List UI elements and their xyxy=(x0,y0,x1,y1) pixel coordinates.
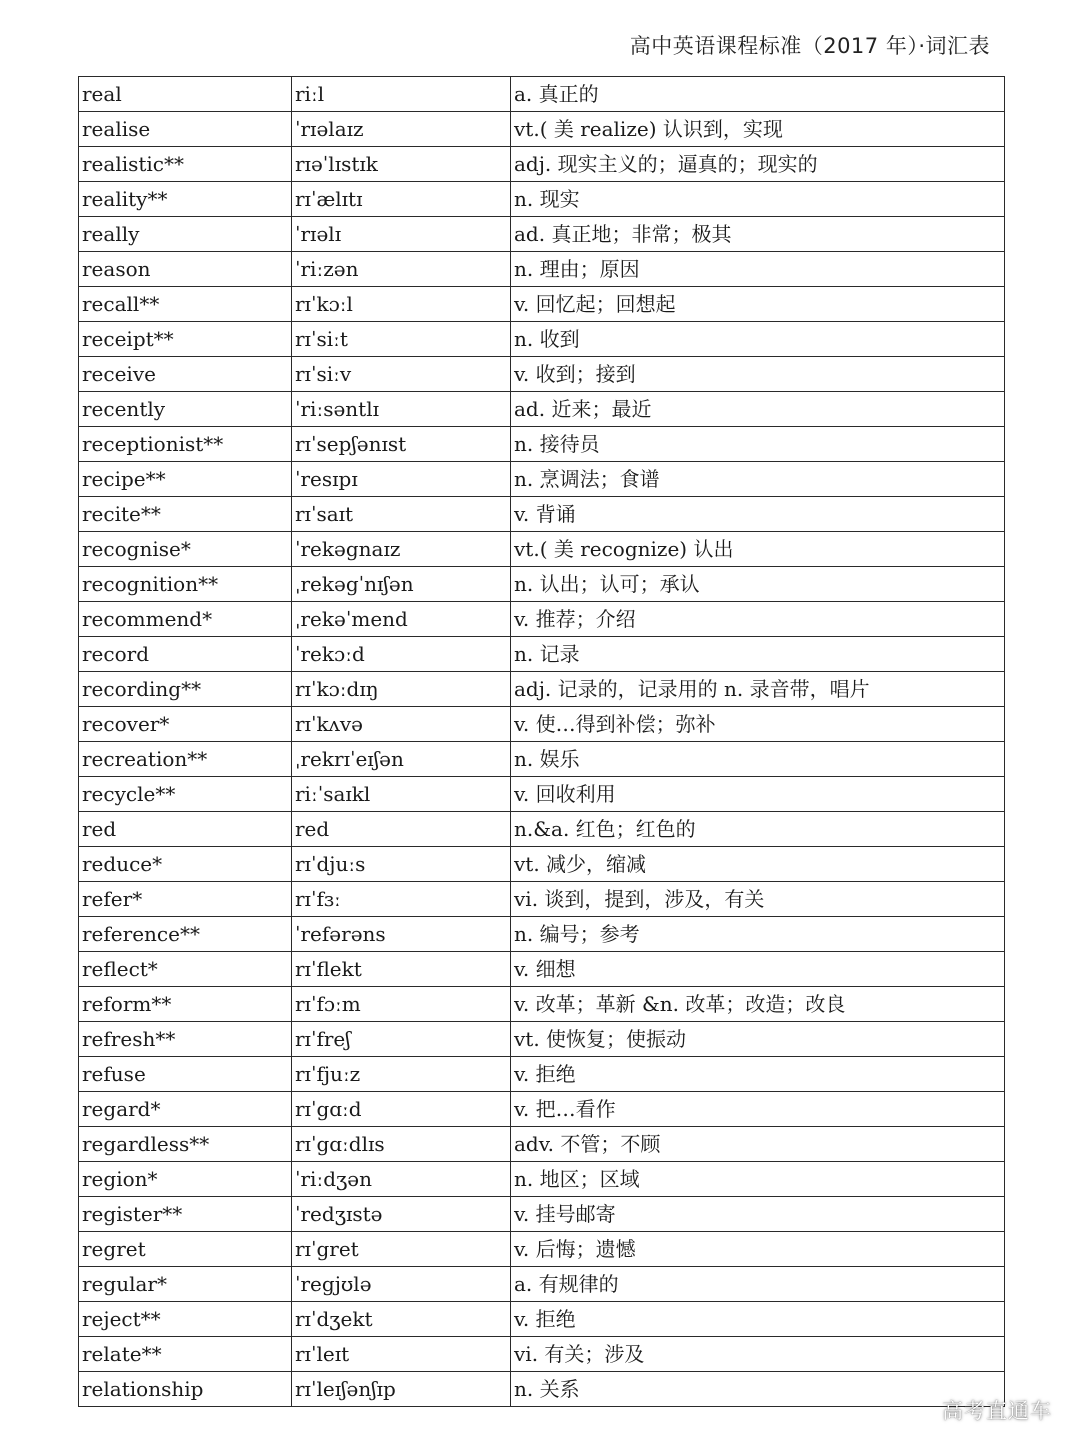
phonetic-cell: rɪˈdʒekt xyxy=(292,1302,511,1337)
table-row xyxy=(79,1232,1005,1267)
phonetic-cell: ˌrekəgˈnɪʃən xyxy=(292,567,511,602)
word-cell: reduce* xyxy=(79,847,292,882)
table-row xyxy=(79,392,1005,427)
definition-cell: v. 回收利用 xyxy=(511,777,1005,812)
table-row xyxy=(79,182,1005,217)
table-row xyxy=(79,602,1005,637)
definition-cell: n. 记录 xyxy=(511,637,1005,672)
word-cell: regular* xyxy=(79,1267,292,1302)
table-row xyxy=(79,322,1005,357)
table-row xyxy=(79,917,1005,952)
table-row xyxy=(79,1057,1005,1092)
table-row xyxy=(79,357,1005,392)
definition-cell: v. 推荐；介绍 xyxy=(511,602,1005,637)
phonetic-cell: rɪˈfɜː xyxy=(292,882,511,917)
phonetic-cell: rɪˈgret xyxy=(292,1232,511,1267)
table-row xyxy=(79,252,1005,287)
word-cell: refuse xyxy=(79,1057,292,1092)
table-row xyxy=(79,952,1005,987)
phonetic-cell: rɪˈfɔːm xyxy=(292,987,511,1022)
definition-cell: a. 真正的 xyxy=(511,77,1005,112)
word-cell: region* xyxy=(79,1162,292,1197)
definition-cell: v. 改革；革新 &n. 改革；改造；改良 xyxy=(511,987,1005,1022)
table-row xyxy=(79,532,1005,567)
definition-cell: vt.( 美 realize) 认识到，实现 xyxy=(511,112,1005,147)
phonetic-cell: rɪˈflekt xyxy=(292,952,511,987)
table-row xyxy=(79,77,1005,112)
definition-cell: n.&a. 红色；红色的 xyxy=(511,812,1005,847)
phonetic-cell: rɪˈkʌvə xyxy=(292,707,511,742)
word-cell: register** xyxy=(79,1197,292,1232)
table-row xyxy=(79,1302,1005,1337)
phonetic-cell: riːl xyxy=(292,77,511,112)
table-row xyxy=(79,497,1005,532)
phonetic-cell: rɪˈgɑːd xyxy=(292,1092,511,1127)
phonetic-cell: rɪˈsaɪt xyxy=(292,497,511,532)
table-row xyxy=(79,1162,1005,1197)
table-row xyxy=(79,112,1005,147)
phonetic-cell: red xyxy=(292,812,511,847)
phonetic-cell: rɪˈdjuːs xyxy=(292,847,511,882)
phonetic-cell: ˈredʒɪstə xyxy=(292,1197,511,1232)
phonetic-cell: rɪˈleɪt xyxy=(292,1337,511,1372)
word-cell: recover* xyxy=(79,707,292,742)
word-cell: refer* xyxy=(79,882,292,917)
watermark-text: 高考直通车 xyxy=(942,1399,1052,1423)
word-cell: reform** xyxy=(79,987,292,1022)
table-row xyxy=(79,637,1005,672)
table-row xyxy=(79,147,1005,182)
definition-cell: adj. 记录的，记录用的 n. 录音带，唱片 xyxy=(511,672,1005,707)
phonetic-cell: rɪˈsiːv xyxy=(292,357,511,392)
phonetic-cell: ˈrɪəlɪ xyxy=(292,217,511,252)
table-row xyxy=(79,567,1005,602)
table-row xyxy=(79,427,1005,462)
definition-cell: v. 背诵 xyxy=(511,497,1005,532)
table-row xyxy=(79,462,1005,497)
table-row xyxy=(79,1092,1005,1127)
table-row xyxy=(79,1127,1005,1162)
definition-cell: vt. 使恢复；使振动 xyxy=(511,1022,1005,1057)
table-row xyxy=(79,672,1005,707)
phonetic-cell: ˈrefərəns xyxy=(292,917,511,952)
word-cell: recognise* xyxy=(79,532,292,567)
table-row xyxy=(79,777,1005,812)
table-row xyxy=(79,1372,1005,1407)
word-cell: recall** xyxy=(79,287,292,322)
phonetic-cell: ˈrɪəlaɪz xyxy=(292,112,511,147)
phonetic-cell: rɪˈsiːt xyxy=(292,322,511,357)
phonetic-cell: ˈriːdʒən xyxy=(292,1162,511,1197)
word-cell: realistic** xyxy=(79,147,292,182)
phonetic-cell: ˈresɪpɪ xyxy=(292,462,511,497)
definition-cell: v. 收到；接到 xyxy=(511,357,1005,392)
word-cell: realise xyxy=(79,112,292,147)
definition-cell: n. 编号；参考 xyxy=(511,917,1005,952)
definition-cell: v. 拒绝 xyxy=(511,1302,1005,1337)
definition-cell: n. 认出；认可；承认 xyxy=(511,567,1005,602)
table-row xyxy=(79,1022,1005,1057)
word-cell: recipe** xyxy=(79,462,292,497)
word-cell: relate** xyxy=(79,1337,292,1372)
table-row xyxy=(79,1267,1005,1302)
word-cell: receipt** xyxy=(79,322,292,357)
table-row xyxy=(79,707,1005,742)
word-cell: recently xyxy=(79,392,292,427)
table-row xyxy=(79,812,1005,847)
table-row xyxy=(79,1337,1005,1372)
definition-cell: adj. 现实主义的；逼真的；现实的 xyxy=(511,147,1005,182)
word-cell: reject** xyxy=(79,1302,292,1337)
phonetic-cell: ˈrekɔːd xyxy=(292,637,511,672)
phonetic-cell: ˈriːzən xyxy=(292,252,511,287)
word-cell: record xyxy=(79,637,292,672)
phonetic-cell: rɪˈleɪʃənʃɪp xyxy=(292,1372,511,1407)
page-title: 高中英语课程标准（2017 年）·词汇表 xyxy=(629,34,990,58)
definition-cell: v. 回忆起；回想起 xyxy=(511,287,1005,322)
definition-cell: adv. 不管；不顾 xyxy=(511,1127,1005,1162)
table-row xyxy=(79,742,1005,777)
table-row xyxy=(79,882,1005,917)
phonetic-cell: ˈrekəgnaɪz xyxy=(292,532,511,567)
phonetic-cell: rɪˈgɑːdlɪs xyxy=(292,1127,511,1162)
word-cell: really xyxy=(79,217,292,252)
definition-cell: vi. 有关；涉及 xyxy=(511,1337,1005,1372)
phonetic-cell: ˈriːsəntlɪ xyxy=(292,392,511,427)
word-cell: recording** xyxy=(79,672,292,707)
word-cell: recycle** xyxy=(79,777,292,812)
definition-cell: v. 挂号邮寄 xyxy=(511,1197,1005,1232)
definition-cell: ad. 真正地；非常；极其 xyxy=(511,217,1005,252)
phonetic-cell: rɪˈkɔːdɪŋ xyxy=(292,672,511,707)
definition-cell: vt.( 美 recognize) 认出 xyxy=(511,532,1005,567)
definition-cell: n. 娱乐 xyxy=(511,742,1005,777)
table-row xyxy=(79,987,1005,1022)
word-cell: recognition** xyxy=(79,567,292,602)
table-row xyxy=(79,847,1005,882)
phonetic-cell: rɪˈfjuːz xyxy=(292,1057,511,1092)
word-cell: real xyxy=(79,77,292,112)
word-cell: recreation** xyxy=(79,742,292,777)
phonetic-cell: rɪəˈlɪstɪk xyxy=(292,147,511,182)
word-cell: receive xyxy=(79,357,292,392)
definition-cell: n. 地区；区域 xyxy=(511,1162,1005,1197)
word-cell: relationship xyxy=(79,1372,292,1407)
vocabulary-table xyxy=(78,76,1005,1407)
word-cell: reference** xyxy=(79,917,292,952)
definition-cell: n. 烹调法；食谱 xyxy=(511,462,1005,497)
table-row xyxy=(79,217,1005,252)
phonetic-cell: ˌrekəˈmend xyxy=(292,602,511,637)
definition-cell: n. 关系 xyxy=(511,1372,1005,1407)
vocabulary-table-body xyxy=(79,77,1005,1407)
definition-cell: n. 接待员 xyxy=(511,427,1005,462)
definition-cell: ad. 近来；最近 xyxy=(511,392,1005,427)
table-row xyxy=(79,287,1005,322)
word-cell: reason xyxy=(79,252,292,287)
definition-cell: n. 现实 xyxy=(511,182,1005,217)
word-cell: red xyxy=(79,812,292,847)
phonetic-cell: rɪˈsepʃənɪst xyxy=(292,427,511,462)
definition-cell: v. 后悔；遗憾 xyxy=(511,1232,1005,1267)
phonetic-cell: rɪˈkɔːl xyxy=(292,287,511,322)
definition-cell: a. 有规律的 xyxy=(511,1267,1005,1302)
definition-cell: vi. 谈到，提到，涉及，有关 xyxy=(511,882,1005,917)
definition-cell: n. 理由；原因 xyxy=(511,252,1005,287)
word-cell: refresh** xyxy=(79,1022,292,1057)
word-cell: reality** xyxy=(79,182,292,217)
word-cell: recite** xyxy=(79,497,292,532)
word-cell: receptionist** xyxy=(79,427,292,462)
phonetic-cell: rɪˈælɪtɪ xyxy=(292,182,511,217)
phonetic-cell: rɪˈfreʃ xyxy=(292,1022,511,1057)
definition-cell: v. 拒绝 xyxy=(511,1057,1005,1092)
definition-cell: n. 收到 xyxy=(511,322,1005,357)
definition-cell: v. 把…看作 xyxy=(511,1092,1005,1127)
definition-cell: v. 使…得到补偿；弥补 xyxy=(511,707,1005,742)
phonetic-cell: riːˈsaɪkl xyxy=(292,777,511,812)
word-cell: reflect* xyxy=(79,952,292,987)
word-cell: regret xyxy=(79,1232,292,1267)
definition-cell: vt. 减少，缩减 xyxy=(511,847,1005,882)
word-cell: regardless** xyxy=(79,1127,292,1162)
definition-cell: v. 细想 xyxy=(511,952,1005,987)
word-cell: regard* xyxy=(79,1092,292,1127)
phonetic-cell: ˌrekrɪˈeɪʃən xyxy=(292,742,511,777)
word-cell: recommend* xyxy=(79,602,292,637)
table-row xyxy=(79,1197,1005,1232)
phonetic-cell: ˈregjʊlə xyxy=(292,1267,511,1302)
